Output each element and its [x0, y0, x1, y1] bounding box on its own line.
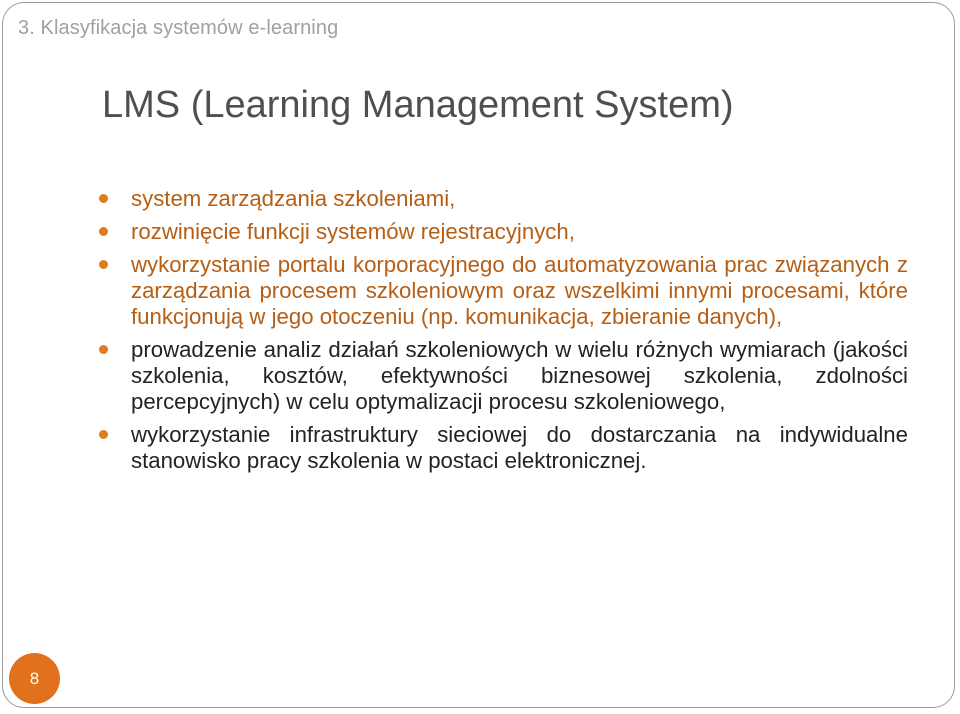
bullet-text: prowadzenie analiz działań szkoleniowych w wielu różnych wymiarach (jakości szkolenia, kosztów, efektywności biznesowej szkolenia, zdolności percepcyjnych) w celu optymalizacji procesu szkoleniowego,: [131, 337, 908, 414]
bullet-dot-icon: [99, 227, 108, 236]
slide-title: LMS (Learning Management System): [102, 84, 734, 126]
page-number: 8: [29, 668, 40, 688]
bullet-text: rozwinięcie funkcji systemów rejestracyjnych,: [131, 219, 575, 244]
bullet-item: [131, 337, 908, 415]
bullet-dot-icon: [99, 194, 108, 203]
bullet-item: [131, 422, 908, 474]
page-number-badge: [9, 653, 60, 704]
bullet-dot-icon: [99, 430, 108, 439]
bullet-item: [131, 219, 908, 245]
section-label: 3. Klasyfikacja systemów e-learning: [18, 17, 339, 39]
bullet-list: [131, 186, 908, 481]
bullet-text: wykorzystanie infrastruktury sieciowej do dostarczania na indywidualne stanowisko pracy szkolenia w postaci elektronicznej.: [131, 422, 908, 473]
bullet-item: [131, 186, 908, 212]
bullet-item: [131, 252, 908, 330]
bullet-text: wykorzystanie portalu korporacyjnego do automatyzowania prac związanych z zarządzania procesem szkoleniowym oraz wszelkimi innymi procesami, które funkcjonują w jego otoczeniu (np. komunikacja, zbieranie danych),: [131, 252, 908, 329]
bullet-text: system zarządzania szkoleniami,: [131, 186, 456, 211]
bullet-dot-icon: [99, 260, 108, 269]
bullet-dot-icon: [99, 345, 108, 354]
